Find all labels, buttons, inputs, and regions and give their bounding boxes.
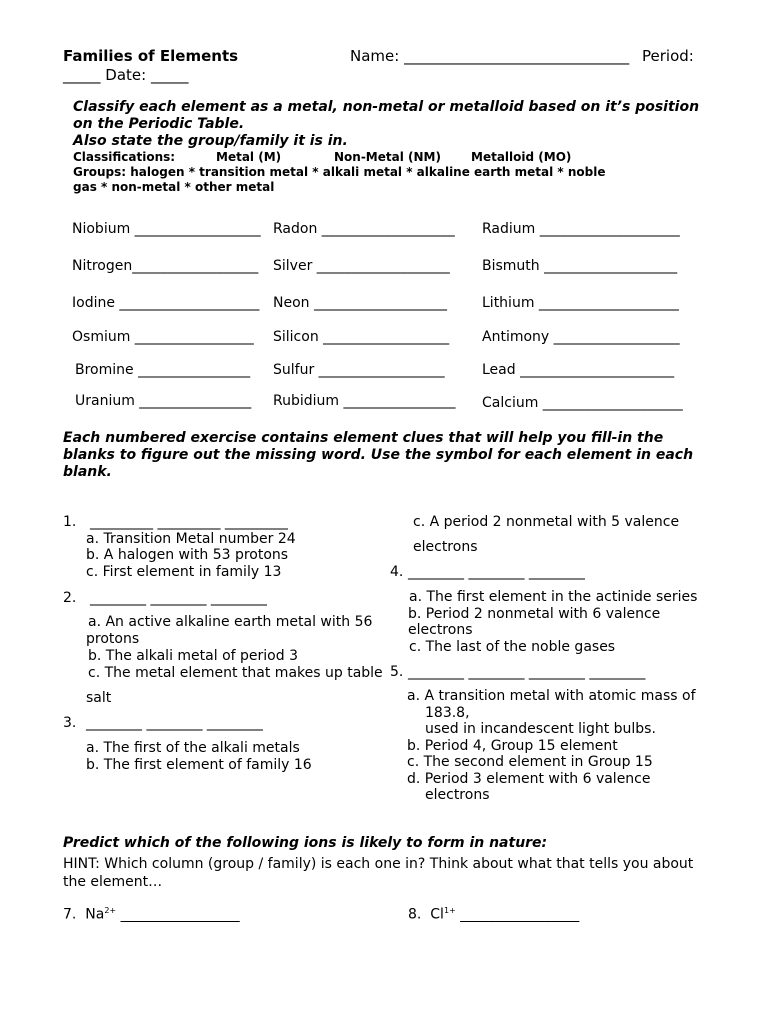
exercise-3-blanks[interactable]: ________ ________ ________ xyxy=(86,715,263,731)
element-blank[interactable]: Bromine ________________ xyxy=(75,362,251,378)
question-8-blank[interactable]: _________________ xyxy=(460,906,580,923)
exercise-5-clue-a: a. A transition metal with atomic mass of xyxy=(407,688,696,704)
question-8-ion: Cl xyxy=(430,906,444,923)
element-blank[interactable]: Lead ______________________ xyxy=(482,362,675,378)
exercise-3-clue-a: a. The first of the alkali metals xyxy=(86,740,300,756)
exercise-3-number: 3. xyxy=(63,715,77,731)
exercise-5-clue-a-cont-2: used in incandescent light bulbs. xyxy=(425,721,656,737)
exercise-5-clue-c: c. The second element in Group 15 xyxy=(407,754,653,770)
element-blank[interactable]: Iodine ____________________ xyxy=(72,295,260,311)
exercise-4-blanks[interactable]: ________ ________ ________ xyxy=(408,564,585,580)
exercise-5-clue-b: b. Period 4, Group 15 element xyxy=(407,738,618,754)
question-8-number: 8. xyxy=(408,906,422,923)
exercise-intro-3: blank. xyxy=(63,464,112,480)
exercise-intro-2: blanks to figure out the missing word. Use the symbol for each element in each xyxy=(63,447,694,463)
element-blank[interactable]: Niobium __________________ xyxy=(72,221,261,237)
element-blank[interactable]: Radon ___________________ xyxy=(273,221,455,237)
exercise-2-clue-c-cont: salt xyxy=(86,690,112,706)
exercise-4-clue-b-cont: electrons xyxy=(408,622,473,638)
element-blank[interactable]: Sulfur __________________ xyxy=(273,362,445,378)
exercise-intro-1: Each numbered exercise contains element clues that will help you fill-in the xyxy=(63,430,664,446)
element-blank[interactable]: Silver ___________________ xyxy=(273,258,450,274)
worksheet-title: Families of Elements xyxy=(63,47,239,65)
exercise-4-number: 4. xyxy=(390,564,404,580)
exercise-5-number: 5. xyxy=(390,664,404,680)
element-blank[interactable]: Calcium ____________________ xyxy=(482,395,683,411)
question-8-charge: 1+ xyxy=(443,906,456,915)
exercise-4-clue-c: c. The last of the noble gases xyxy=(409,639,616,655)
exercise-1-number: 1. xyxy=(63,514,77,530)
exercise-2-number: 2. xyxy=(63,590,77,606)
predict-title: Predict which of the following ions is likely to form in nature: xyxy=(63,835,548,851)
question-7 xyxy=(63,906,240,923)
exercise-2-blanks[interactable]: ________ ________ ________ xyxy=(90,590,267,606)
exercise-1-clue-b: b. A halogen with 53 protons xyxy=(86,547,289,563)
exercise-3-clue-b: b. The first element of family 16 xyxy=(86,757,312,773)
exercise-1-blanks[interactable]: _________ _________ _________ xyxy=(90,514,288,530)
element-blank[interactable]: Silicon __________________ xyxy=(273,329,450,345)
exercise-5-clue-a-cont: 183.8, xyxy=(425,705,470,721)
period-field[interactable]: Period: xyxy=(642,47,694,65)
instruction-line-2: on the Periodic Table. xyxy=(73,116,245,132)
element-blank[interactable]: Antimony __________________ xyxy=(482,329,680,345)
classifications-label: Classifications: xyxy=(73,150,176,164)
element-blank[interactable]: Osmium _________________ xyxy=(72,329,254,345)
exercise-4-clue-a: a. The first element in the actinide series xyxy=(409,589,698,605)
exercise-1-clue-c: c. First element in family 13 xyxy=(86,564,282,580)
exercise-4-clue-b: b. Period 2 nonmetal with 6 valence xyxy=(408,606,661,622)
question-7-blank[interactable]: _________________ xyxy=(120,906,240,923)
exercise-3-clue-c: c. A period 2 nonmetal with 5 valence xyxy=(413,514,680,530)
element-blank[interactable]: Rubidium ________________ xyxy=(273,393,456,409)
question-7-charge: 2+ xyxy=(104,906,117,915)
element-blank[interactable]: Uranium ________________ xyxy=(75,393,252,409)
question-7-number: 7. xyxy=(63,906,77,923)
exercise-3-clue-c-cont: electrons xyxy=(413,539,478,555)
exercise-5-blanks[interactable]: ________ ________ ________ ________ xyxy=(408,664,646,680)
date-field[interactable]: _____ Date: _____ xyxy=(63,66,189,84)
classification-metal: Metal (M) xyxy=(216,150,282,164)
exercise-2-clue-b: b. The alkali metal of period 3 xyxy=(88,648,298,664)
element-blank[interactable]: Lithium ____________________ xyxy=(482,295,679,311)
exercise-5-clue-d: d. Period 3 element with 6 valence xyxy=(407,771,651,787)
predict-hint-1: HINT: Which column (group / family) is each one in? Think about what that tells you about xyxy=(63,856,694,872)
question-7-ion: Na xyxy=(85,906,105,923)
groups-line-2: gas * non-metal * other metal xyxy=(73,180,275,194)
question-8 xyxy=(408,906,579,923)
element-blank[interactable]: Neon ___________________ xyxy=(273,295,447,311)
predict-hint-2: the element… xyxy=(63,874,163,890)
exercise-1-clue-a: a. Transition Metal number 24 xyxy=(86,531,296,547)
classification-metalloid: Metalloid (MO) xyxy=(471,150,572,164)
instruction-line-1: Classify each element as a metal, non-metal or metalloid based on it’s position xyxy=(73,99,700,115)
element-blank[interactable]: Nitrogen__________________ xyxy=(72,258,259,274)
exercise-2-clue-a: a. An active alkaline earth metal with 56 xyxy=(88,614,373,630)
element-blank[interactable]: Bismuth ___________________ xyxy=(482,258,678,274)
element-blank[interactable]: Radium ____________________ xyxy=(482,221,680,237)
groups-line-1: Groups: halogen * transition metal * alkali metal * alkaline earth metal * noble xyxy=(73,165,606,179)
instruction-line-3: Also state the group/family it is in. xyxy=(73,133,348,149)
exercise-2-clue-c: c. The metal element that makes up table xyxy=(88,665,383,681)
name-field[interactable]: Name: ______________________________ xyxy=(350,47,630,65)
exercise-2-clue-a-cont: protons xyxy=(86,631,140,647)
exercise-5-clue-d-cont: electrons xyxy=(425,787,490,803)
classification-nonmetal: Non-Metal (NM) xyxy=(334,150,441,164)
